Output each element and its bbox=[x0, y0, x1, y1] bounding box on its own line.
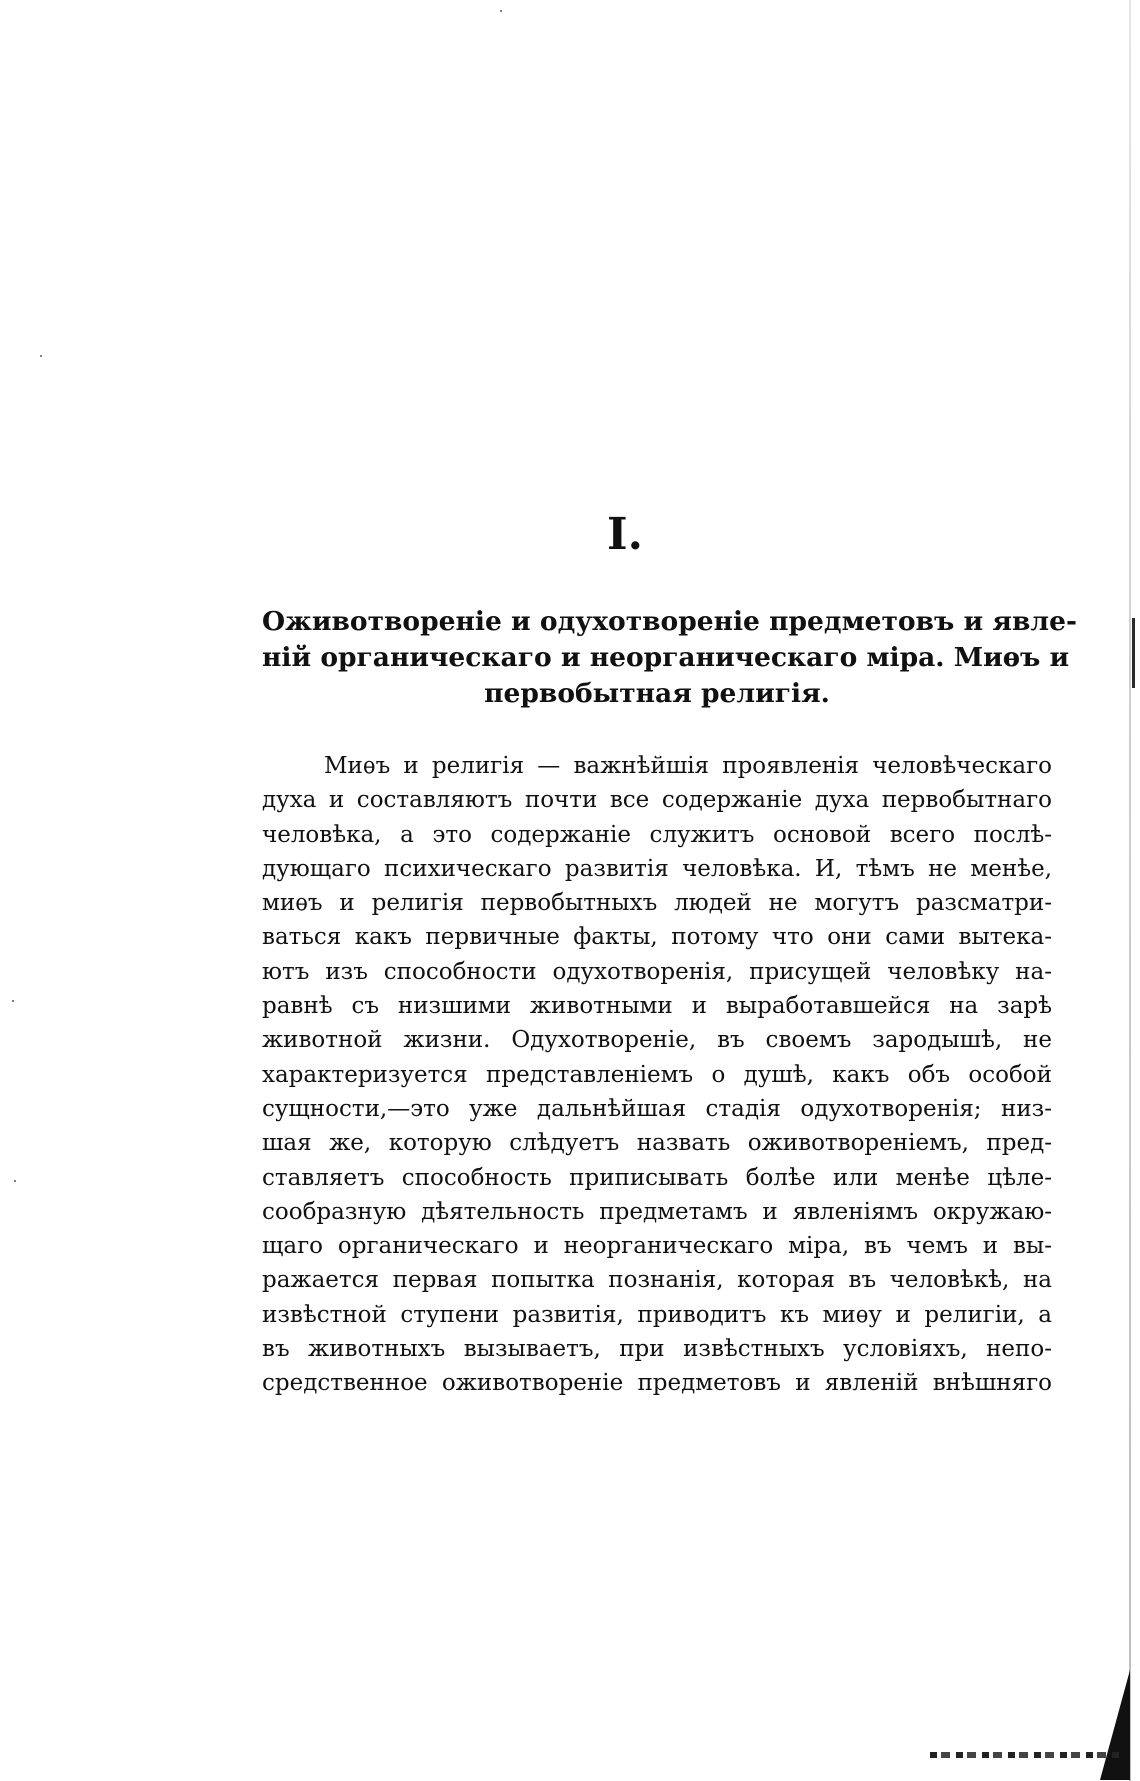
scan-speck bbox=[500, 10, 502, 12]
scan-corner-smudge bbox=[1100, 1670, 1130, 1780]
text-line: равнѣ съ низшими животными и выработавшейся на зарѣ bbox=[262, 993, 1052, 1020]
page-edge-shadow bbox=[1129, 0, 1131, 1781]
chapter-title bbox=[262, 604, 1077, 712]
text-line: ражается первая попытка познанія, которая въ человѣкѣ, на bbox=[262, 1267, 1052, 1294]
text-line: щаго органическаго и неорганическаго міра, въ чемъ и вы- bbox=[262, 1233, 1052, 1260]
text-line: характеризуется представленіемъ о душѣ, какъ объ особой bbox=[262, 1061, 1052, 1088]
chapter-title-line: первобытная религія. bbox=[484, 678, 830, 709]
scan-speck bbox=[40, 355, 42, 357]
scan-speck bbox=[12, 1000, 14, 1002]
text-line: извѣстной ступени развитія, приводитъ къ миѳу и религіи, а bbox=[262, 1301, 1052, 1328]
body-paragraph bbox=[262, 749, 1052, 1401]
text-line: Миѳъ и религія — важнѣйшія проявленія человѣческаго bbox=[324, 753, 1052, 779]
text-line: миѳъ и религія первобытныхъ людей не могутъ разсматри- bbox=[262, 890, 1052, 917]
text-line: человѣка, а это содержаніе служитъ основой всего послѣ- bbox=[262, 821, 1052, 848]
text-line: духа и составляютъ почти все содержаніе духа первобытнаго bbox=[262, 787, 1052, 814]
text-line: въ животныхъ вызываетъ, при извѣстныхъ условіяхъ, непо- bbox=[262, 1336, 1052, 1363]
chapter-title-line: ній органическаго и неорганическаго міра. Миѳъ и bbox=[262, 642, 1070, 673]
text-line: ставляетъ способность приписывать болѣе или менѣе цѣле- bbox=[262, 1164, 1052, 1191]
text-line: сообразную дѣятельность предметамъ и явленіямъ окружаю- bbox=[262, 1198, 1052, 1225]
chapter-title-line: Оживотвореніе и одухотвореніе предметовъ и явле- bbox=[262, 606, 1077, 637]
scan-speck bbox=[14, 1180, 16, 1182]
page-edge-mark bbox=[1132, 618, 1135, 688]
text-line: животной жизни. Одухотвореніе, въ своемъ зародышѣ, не bbox=[262, 1027, 1052, 1054]
text-line: шая же, которую слѣдуетъ назвать оживотвореніемъ, пред- bbox=[262, 1130, 1052, 1157]
scan-bottom-smudge bbox=[930, 1752, 1120, 1758]
text-line: ютъ изъ способности одухотворенія, присущей человѣку на- bbox=[262, 958, 1052, 985]
chapter-number: I. bbox=[607, 509, 643, 560]
text-line: средственное оживотвореніе предметовъ и явленій внѣшняго bbox=[262, 1370, 1052, 1397]
text-line: сущности,—это уже дальнѣйшая стадія одухотворенія; низ- bbox=[262, 1095, 1052, 1122]
text-line: ваться какъ первичные факты, потому что они сами вытека- bbox=[262, 924, 1052, 951]
text-line: дующаго психическаго развитія человѣка. И, тѣмъ не менѣе, bbox=[262, 855, 1052, 882]
